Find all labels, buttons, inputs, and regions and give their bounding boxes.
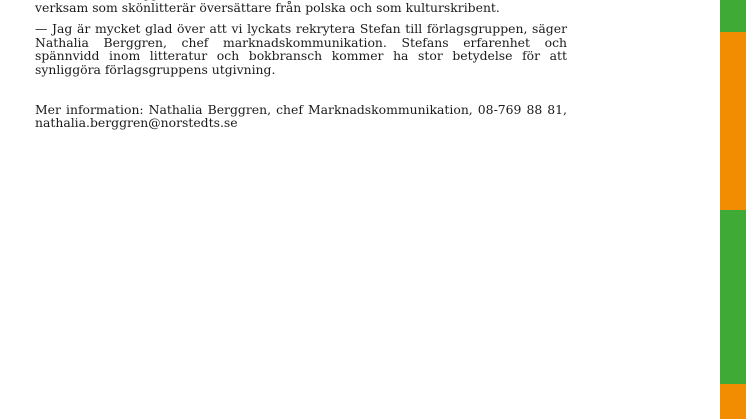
side-stripe-orange-bottom [720, 384, 746, 419]
side-stripe-orange [720, 32, 746, 210]
paragraph-bio: verksam som skönlitterär översättare från polska och som kulturskribent. [35, 0, 500, 15]
body-text [35, 0, 567, 138]
paragraph-quote: — Jag är mycket glad över att vi lyckats rekrytera Stefan till förlagsgruppen, säger Nathalia Berggren, chef marknadskommunikation. Stefans erfarenhet och spännvidd inom litteratur och bokbransch kommer ha stor betydelse för att synliggöra förlagsgruppens utgivning. [35, 21, 567, 77]
side-stripe-green-top [720, 0, 746, 32]
side-stripe-green [720, 210, 746, 384]
paragraph-contact: Mer information: Nathalia Berggren, chef Marknadskommunikation, 08-769 88 81, nathalia.berggren@norstedts.se [35, 101, 567, 131]
